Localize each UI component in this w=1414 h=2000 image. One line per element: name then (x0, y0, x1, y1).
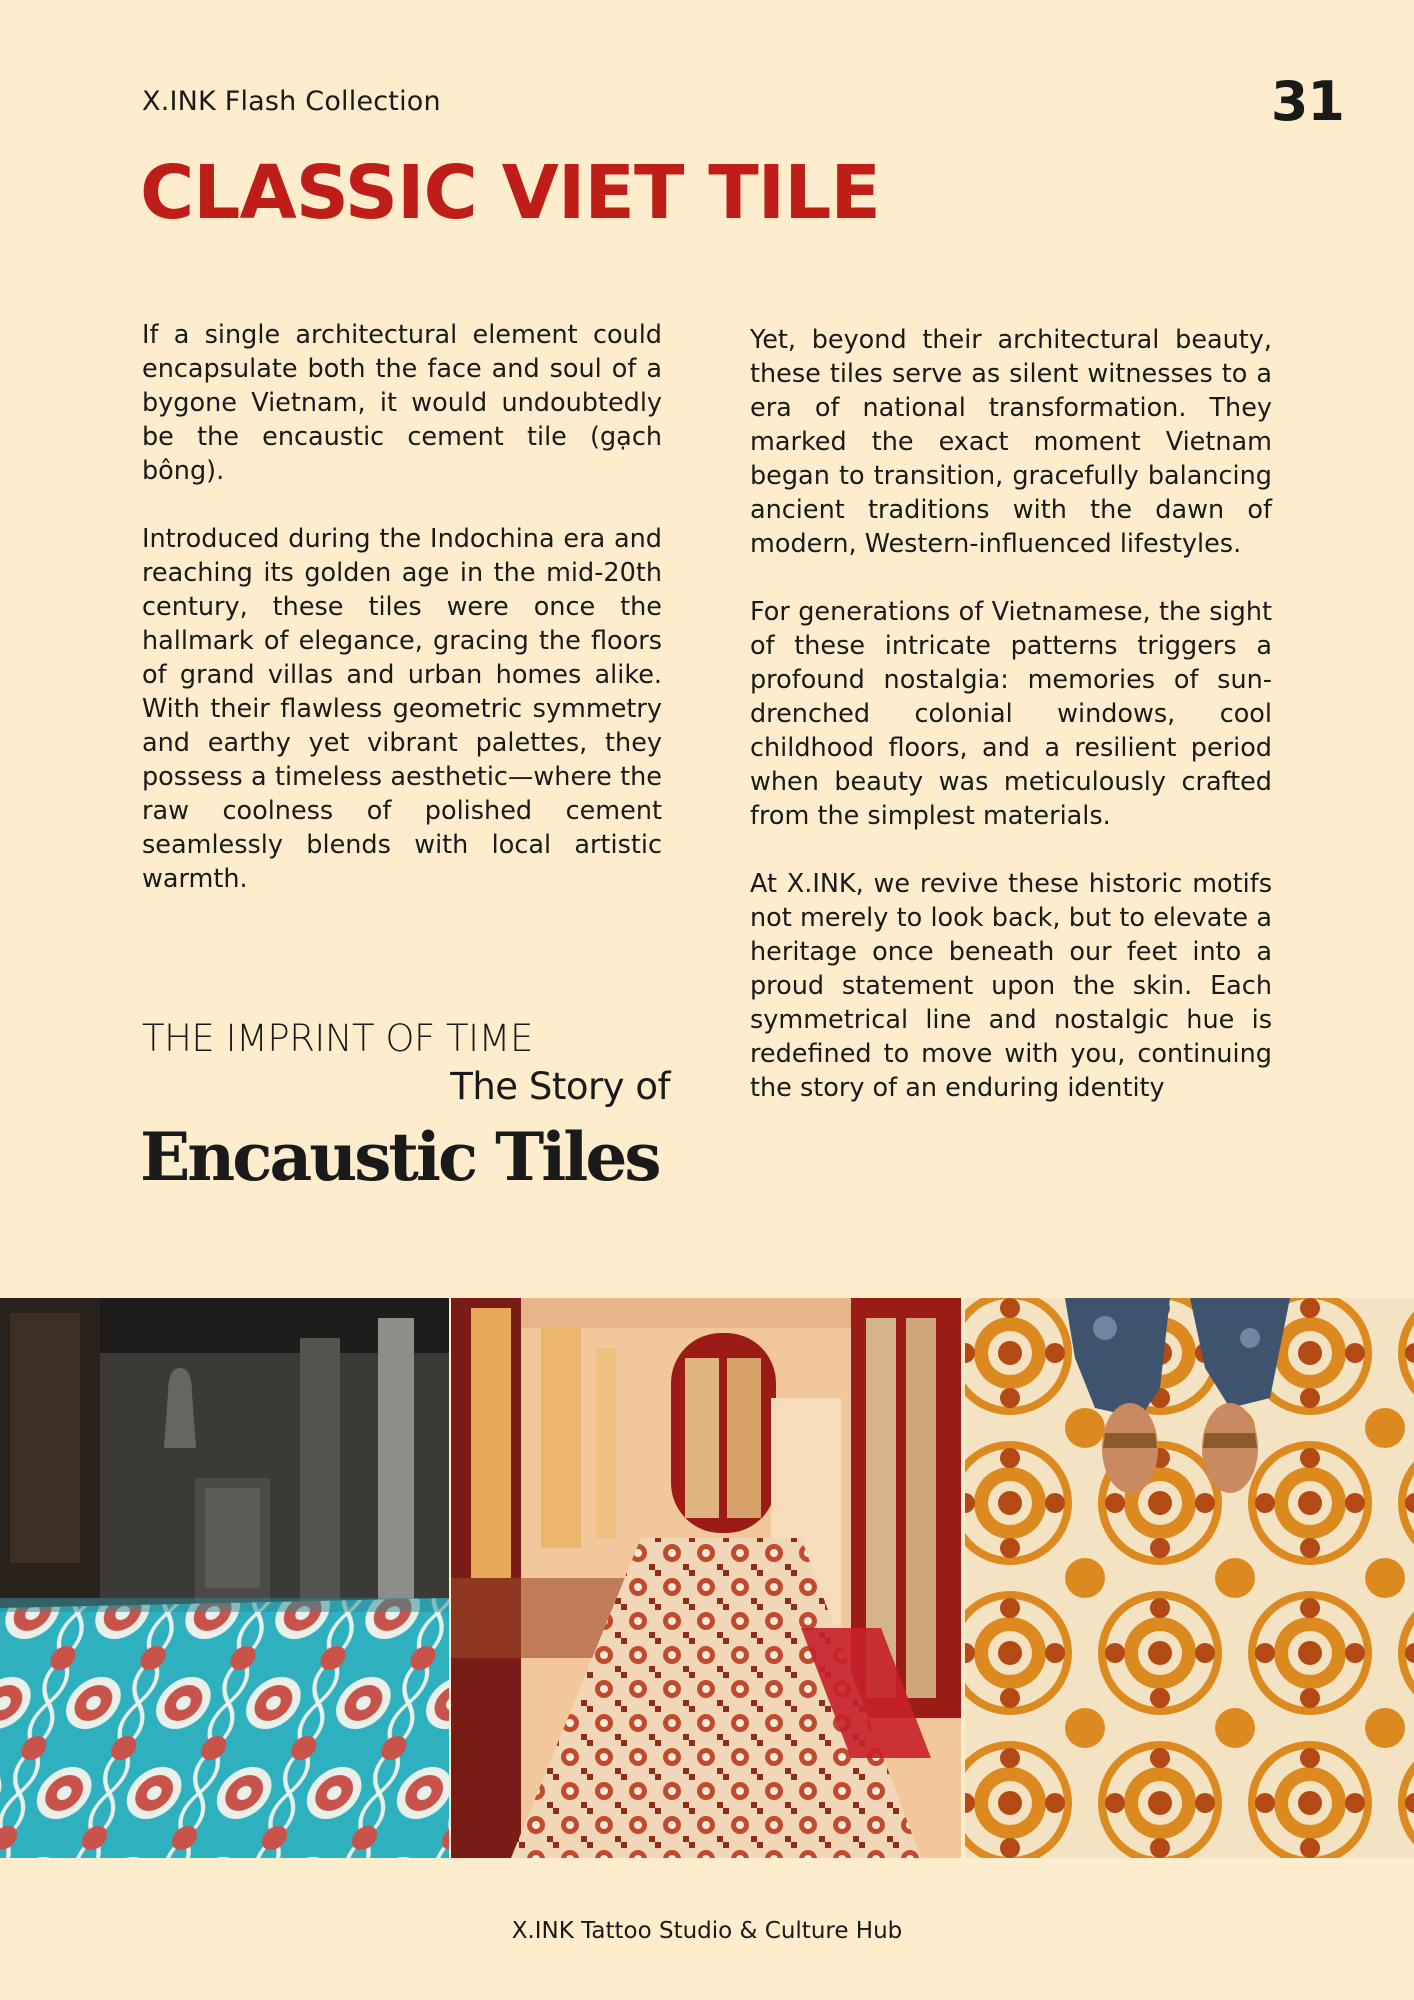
imprint-display-title: Encaustic Tiles (140, 1118, 659, 1196)
corridor-photo (451, 1298, 961, 1858)
right-paragraph-3: At X.INK, we revive these historic motifs not merely to look back, but to elevate a heritage once beneath our feet into a proud statement upon the skin. Each symmetrical line and nostalgic hue is redefined to move with you, continuing the story of an enduring identity (750, 869, 1272, 1103)
imprint-subheading: The Story of (450, 1065, 670, 1108)
collection-label: X.INK Flash Collection (142, 86, 441, 117)
imprint-heading: THE IMPRINT OF TIME (142, 1017, 533, 1060)
page-title: CLASSIC VIET TILE (140, 150, 880, 236)
right-paragraph-2: For generations of Vietnamese, the sight of these intricate patterns triggers a profound nostalgia: memories of sun-drenched colonial windows, cool childhood floors, and a resilient period when beauty was meticulously crafted from the simplest materials. (750, 597, 1272, 831)
photo-strip (0, 1298, 1414, 1858)
page-number: 31 (1270, 70, 1344, 133)
left-paragraph-2: Introduced during the Indochina era and reaching its golden age in the mid-20th century, these tiles were once the hallmark of elegance, gracing the floors of grand villas and urban homes alike. With their flawless geometric symmetry and earthy yet vibrant palettes, they possess a timeless aesthetic—where the raw coolness of polished cement seamlessly blends with local artistic warmth. (142, 524, 662, 894)
ochre-tiles-photo (965, 1298, 1414, 1858)
temple-floor-photo (0, 1298, 449, 1858)
left-column (142, 318, 662, 930)
right-paragraph-1: Yet, beyond their architectural beauty, these tiles serve as silent witnesses to a era of national transformation. They marked the exact moment Vietnam began to transition, gracefully balancing ancient traditions with the dawn of modern, Western-influenced lifestyles. (750, 325, 1272, 559)
right-column (750, 323, 1272, 1139)
footer-label: X.INK Tattoo Studio & Culture Hub (511, 1918, 903, 1944)
left-paragraph-1: If a single architectural element could encapsulate both the face and soul of a bygone Vietnam, it would undoubtedly be the encaustic cement tile (gạch bông). (142, 320, 662, 486)
